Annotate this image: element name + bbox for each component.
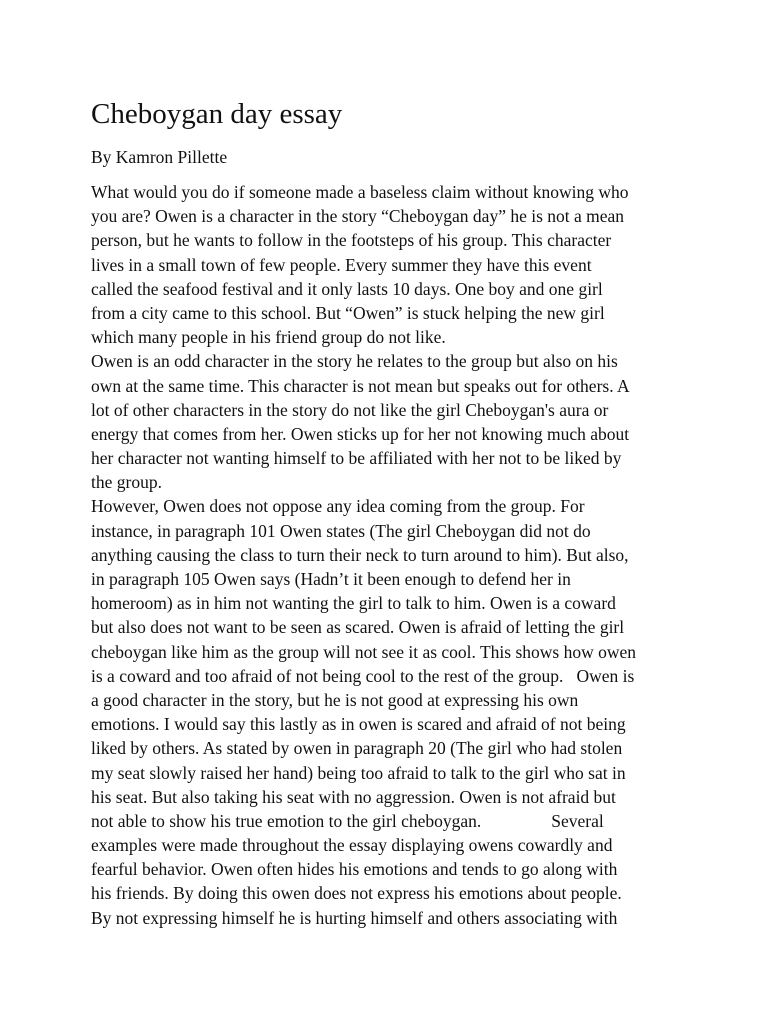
essay-title: Cheboygan day essay [91,98,343,130]
text-line: liked by others. As stated by owen in paragraph 20 (The girl who had stolen [91,738,623,759]
text-line: his friends. By doing this owen does not express his emotions about people. [91,883,622,904]
text-line: you are? Owen is a character in the story “Cheboygan day” he is not a mean [91,206,625,227]
text-line: the group. [91,472,162,493]
text-line: in paragraph 105 Owen says (Hadn’t it been enough to defend her in [91,569,571,589]
text-line: Owen is an odd character in the story he relates to the group but also on his [91,351,618,372]
text-line: called the seafood festival and it only lasts 10 days. One boy and one girl [91,278,603,299]
text-line: her character not wanting himself to be affiliated with her not to be liked by [91,448,622,469]
text-line: However, Owen does not oppose any idea coming from the group. For [91,496,585,517]
author-byline: By Kamron Pillette [91,147,228,167]
text-line: own at the same time. This character is not mean but speaks out for others. A [91,375,630,396]
text-line: is a coward and too afraid of not being cool to the rest of the group. Owen is [91,665,635,686]
text-line: but also does not want to be seen as scared. Owen is afraid of letting the girl [91,617,625,638]
text-line: cheboygan like him as the group will not see it as cool. This shows how owen [91,641,637,662]
text-line: What would you do if someone made a baseless claim without knowing who [91,182,629,202]
text-line: emotions. I would say this lastly as in owen is scared and afraid of not being [91,714,626,735]
text-line: my seat slowly raised her hand) being too afraid to talk to the girl who sat in [91,762,626,783]
text-line: homeroom) as in him not wanting the girl to talk to him. Owen is a coward [91,593,616,614]
text-line: from a city came to this school. But “Owen” is stuck helping the new girl [91,302,605,323]
essay-body [91,180,691,930]
text-line: lot of other characters in the story do not like the girl Cheboygan's aura or [91,399,609,420]
text-line: By not expressing himself he is hurting himself and others associating with [91,907,618,928]
text-line: energy that comes from her. Owen sticks up for her not knowing much about [91,423,630,444]
text-line: anything causing the class to turn their neck to turn around to him). But also, [91,544,629,565]
text-line: examples were made throughout the essay displaying owens cowardly and [91,835,613,856]
text-line: a good character in the story, but he is not good at expressing his own [91,689,579,710]
text-line: lives in a small town of few people. Every summer they have this event [91,254,592,275]
text-line: his seat. But also taking his seat with no aggression. Owen is not afraid but [91,786,616,807]
text-line: instance, in paragraph 101 Owen states (The girl Cheboygan did not do [91,520,591,541]
text-line: fearful behavior. Owen often hides his emotions and tends to go along with [91,859,618,880]
text-line: person, but he wants to follow in the footsteps of his group. This character [91,230,612,251]
text-line: which many people in his friend group do not like. [91,327,446,348]
text-line: not able to show his true emotion to the girl cheboygan. Several [91,810,604,831]
